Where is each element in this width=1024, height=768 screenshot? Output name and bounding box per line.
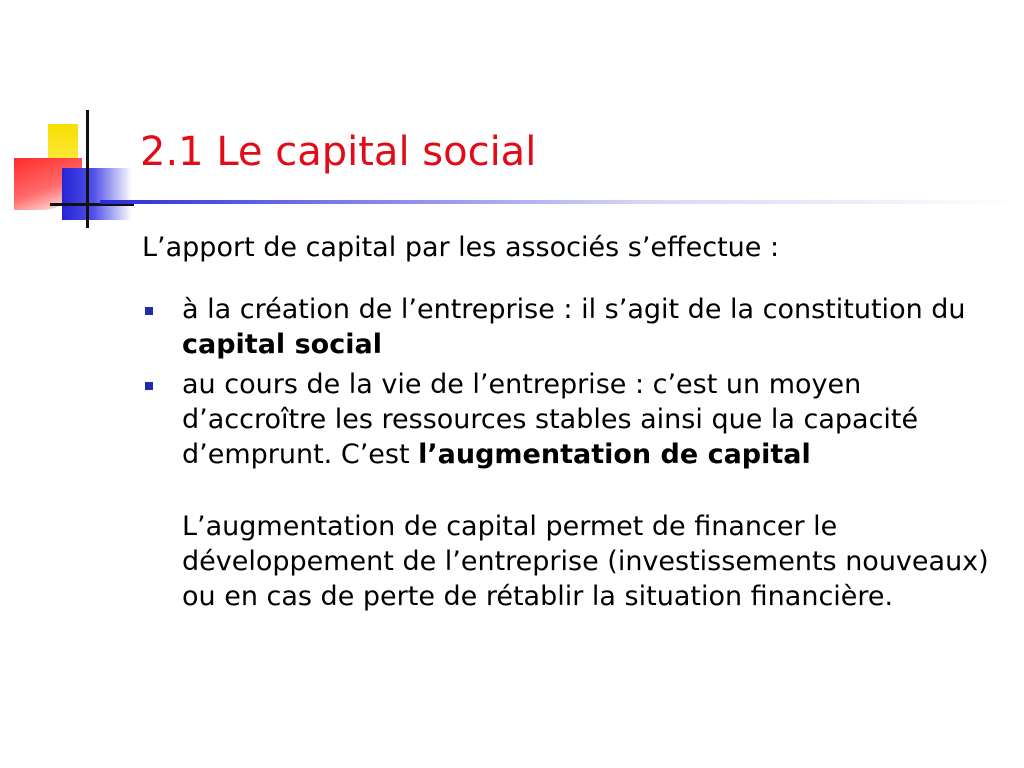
bullet-item [142,292,1002,362]
corner-ornament [0,0,140,240]
title-underline-rule [100,200,1020,204]
bullet-extra-paragraph: L’augmentation de capital permet de financer le développement de l’entreprise (investissements nouveaux) ou en cas de perte de rétablir la situation financière. [182,511,989,612]
slide-title: 2.1 Le capital social [140,129,537,175]
blue-square-decoration [62,168,132,220]
slide-body [142,230,1002,619]
bullet-list [142,292,1002,614]
bullet-bold-text: capital social [182,329,382,360]
bullet-bold-text: l’augmentation de capital [418,439,811,470]
bullet-plain-text: à la création de l’entreprise : il s’agit de la constitution du [182,294,966,325]
vertical-line-decoration [86,110,89,228]
square-bullet-icon [145,382,153,390]
bullet-text [182,292,1002,362]
intro-text: L’apport de capital par les associés s’effectue : [142,232,780,263]
bullet-item [142,367,1002,614]
bullet-text [182,367,1002,472]
bullet-plain-text: au cours de la vie de l’entreprise : c’est un moyen d’accroître les ressources stables ainsi que la capacité d’emprunt. C’est [182,369,919,470]
square-bullet-icon [145,307,153,315]
